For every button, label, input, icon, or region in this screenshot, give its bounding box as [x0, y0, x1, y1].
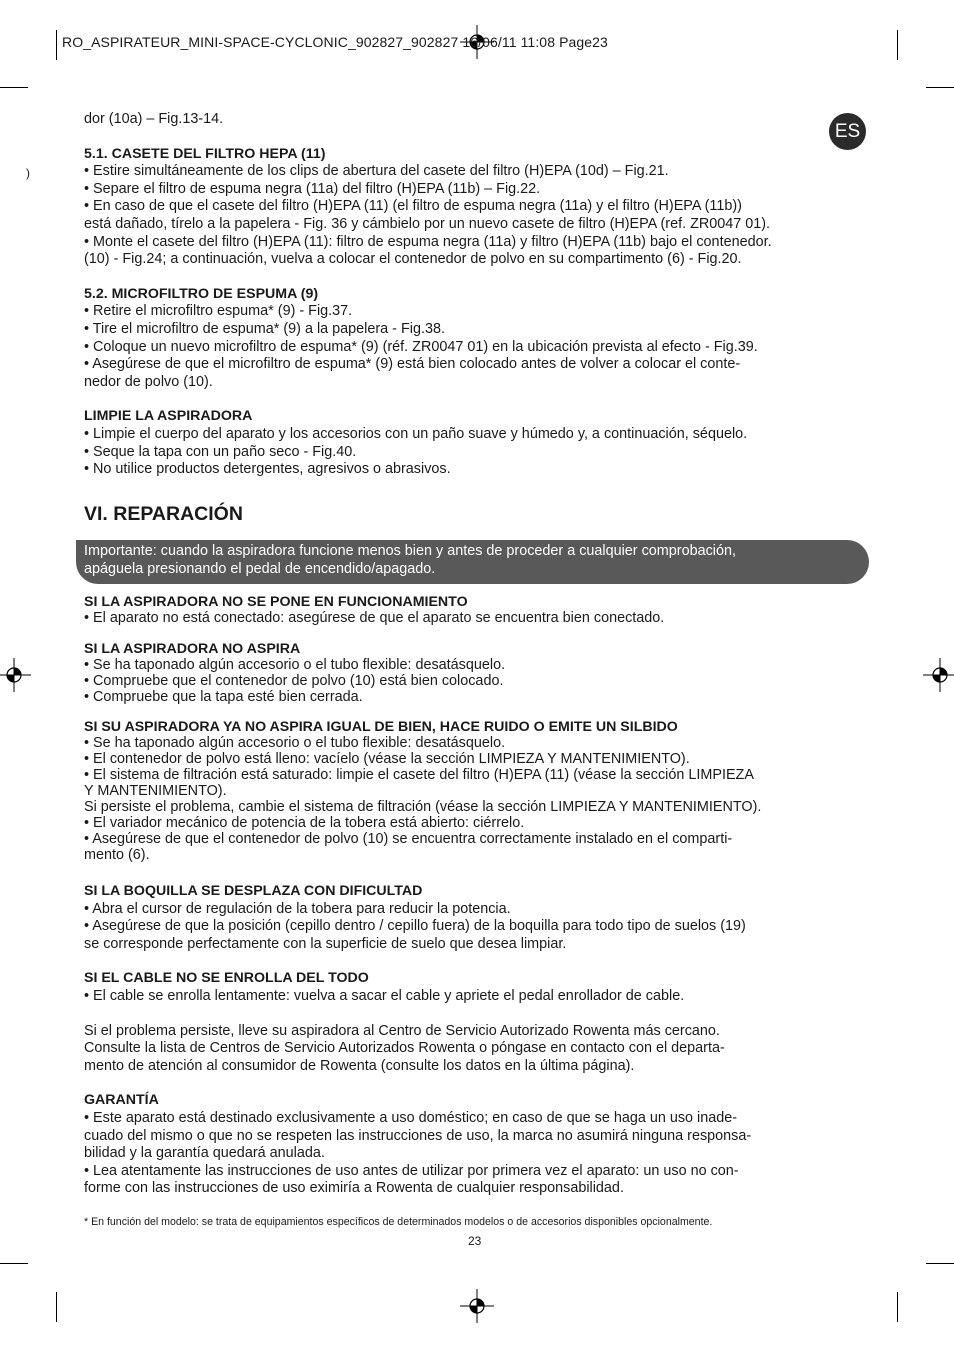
chapter-title-wrap: [84, 503, 243, 525]
crop-mark: [926, 1263, 954, 1264]
language-badge: ES: [829, 113, 866, 150]
section-heading: 5.2. MICROFILTRO DE ESPUMA (9): [84, 285, 319, 302]
footnote: * En función del modelo: se trata de equipamientos específicos de determinados modelos o de accesorios disponibles opcionalmente.: [84, 1216, 713, 1228]
section-heading: SI LA ASPIRADORA NO ASPIRA: [84, 641, 301, 657]
crop-mark: [56, 1292, 57, 1322]
crop-mark: [897, 30, 898, 60]
intro-line: dor (10a) – Fig.13-14.: [84, 111, 224, 127]
list-item: • Lea atentamente las instrucciones de uso antes de utilizar por primera vez el aparato: un uso no con-: [84, 1162, 739, 1179]
repair-body: [84, 594, 874, 863]
section-heading: SI LA BOQUILLA SE DESPLAZA CON DIFICULTAD: [84, 883, 423, 899]
list-item: (10) - Fig.24; a continuación, vuelva a colocar el contenedor de polvo en su compartimento (6) - Fig.20.: [84, 251, 742, 268]
crop-mark: [926, 87, 954, 88]
list-item: • El contenedor de polvo está lleno: vacíelo (véase la sección LIMPIEZA Y MANTENIMIENTO).: [84, 751, 690, 767]
list-item: forme con las instrucciones de uso eximiría a Rowenta de cualquier responsabilidad.: [84, 1180, 624, 1197]
body-line: Consulte la lista de Centros de Servicio Autorizados Rowenta o póngase en contacto con el departa-: [84, 1040, 725, 1057]
list-item: • En caso de que el casete del filtro (H)EPA (11) (el filtro de espuma negra (11a) y el filtro (H)EPA (11b)): [84, 198, 742, 215]
section-heading: SI SU ASPIRADORA YA NO ASPIRA IGUAL DE BIEN, HACE RUIDO O EMITE UN SILBIDO: [84, 719, 678, 735]
crop-mark: [56, 30, 57, 60]
list-item: • Limpie el cuerpo del aparato y los accesorios con un paño suave y húmedo y, a continuación, séquelo.: [84, 425, 748, 442]
list-item: • El variador mecánico de potencia de la tobera está abierto: ciérrelo.: [84, 815, 525, 831]
banner-line: Importante: cuando la aspiradora funcione menos bien y antes de proceder a cualquier comprobación,: [84, 543, 736, 559]
list-item: • Se ha taponado algún accesorio o el tubo flexible: desatásquelo.: [84, 735, 506, 751]
list-item: se corresponde perfectamente con la superficie de suelo que desea limpiar.: [84, 935, 567, 952]
section-heading: LIMPIE LA ASPIRADORA: [84, 408, 253, 425]
print-slug: RO_ASPIRATEUR_MINI-SPACE-CYCLONIC_902827_902827 16/06/11 11:08 Page23: [62, 34, 608, 50]
list-item: nedor de polvo (10).: [84, 373, 213, 390]
margin-tick: ): [26, 166, 30, 180]
list-item: • Asegúrese de que el microfiltro de espuma* (9) está bien colocado antes de volver a colocar el conte-: [84, 356, 741, 373]
section-heading: 5.1. CASETE DEL FILTRO HEPA (11): [84, 145, 326, 162]
list-item: • Se ha taponado algún accesorio o el tubo flexible: desatásquelo.: [84, 657, 506, 673]
list-item: está dañado, tírelo a la papelera - Fig. 36 y cámbielo por un nuevo casete de filtro (H)EPA (ref. ZR0047 01).: [84, 215, 771, 232]
list-item: • Monte el casete del filtro (H)EPA (11): filtro de espuma negra (11a) y filtro (H)EPA (11b) bajo el contenedor.: [84, 233, 772, 250]
body-line: Si el problema persiste, lleve su aspiradora al Centro de Servicio Autorizado Rowenta más cercano.: [84, 1022, 720, 1039]
section-heading: SI LA ASPIRADORA NO SE PONE EN FUNCIONAMIENTO: [84, 594, 468, 610]
registration-mark-icon: [923, 658, 954, 692]
list-item: • Este aparato está destinado exclusivamente a uso doméstico; en caso de que se haga un uso inade-: [84, 1109, 738, 1126]
list-item: • Abra el cursor de regulación de la tobera para reducir la potencia.: [84, 900, 511, 917]
crop-mark: [0, 87, 28, 88]
registration-mark-icon: [0, 658, 31, 692]
list-item: • No utilice productos detergentes, agresivos o abrasivos.: [84, 461, 451, 478]
list-item: • Compruebe que el contenedor de polvo (10) está bien colocado.: [84, 673, 504, 689]
list-item: Y MANTENIMIENTO).: [84, 783, 227, 799]
list-item: • Estire simultáneamente de los clips de abertura del casete del filtro (H)EPA (10d) – Fig.21.: [84, 163, 669, 180]
list-item: • Seque la tapa con un paño seco - Fig.40.: [84, 443, 357, 460]
crop-mark: [0, 1263, 28, 1264]
list-item: mento (6).: [84, 847, 150, 863]
important-banner: [76, 540, 869, 584]
list-item: • Tire el microfiltro de espuma* (9) a la papelera - Fig.38.: [84, 320, 445, 337]
list-item: • Coloque un nuevo microfiltro de espuma* (9) (réf. ZR0047 01) en la ubicación prevista al efecto - Fig.39.: [84, 338, 758, 355]
page-number: 23: [468, 1234, 482, 1248]
list-item: Si persiste el problema, cambie el sistema de filtración (véase la sección LIMPIEZA Y MANTENIMIENTO).: [84, 799, 762, 815]
list-item: • Compruebe que la tapa esté bien cerrada.: [84, 689, 363, 705]
section-heading: SI EL CABLE NO SE ENROLLA DEL TODO: [84, 970, 369, 987]
registration-mark-icon: [460, 1289, 494, 1323]
list-item: • El cable se enrolla lentamente: vuelva a sacar el cable y apriete el pedal enrollador de cable.: [84, 987, 685, 1004]
page-body: [84, 111, 874, 479]
banner-line: apáguela presionando el pedal de encendido/apagado.: [84, 561, 436, 577]
chapter-title: VI. REPARACIÓN: [84, 503, 243, 525]
list-item: cuado del mismo o que no se respeten las instrucciones de uso, la marca no asumirá ninguna responsa-: [84, 1127, 752, 1144]
body-line: mento de atención al consumidor de Rowenta (consulte los datos en la última página).: [84, 1057, 635, 1074]
list-item: • El sistema de filtración está saturado: limpie el casete del filtro (H)EPA (11) (véase la sección LIMPIEZA: [84, 767, 754, 783]
list-item: • Asegúrese de que el contenedor de polvo (10) se encuentra correctamente instalado en el comparti-: [84, 831, 733, 847]
list-item: • Separe el filtro de espuma negra (11a) del filtro (H)EPA (11b) – Fig.22.: [84, 180, 541, 197]
repair-body-2: [84, 883, 874, 1198]
list-item: • El aparato no está conectado: asegúrese de que el aparato se encuentra bien conectado.: [84, 610, 665, 626]
section-heading: GARANTÍA: [84, 1092, 159, 1109]
list-item: bilidad y la garantía quedará anulada.: [84, 1145, 325, 1162]
crop-mark: [897, 1292, 898, 1322]
list-item: • Retire el microfiltro espuma* (9) - Fig.37.: [84, 303, 353, 320]
list-item: • Asegúrese de que la posición (cepillo dentro / cepillo fuera) de la boquilla para todo tipo de suelos (19): [84, 918, 746, 935]
